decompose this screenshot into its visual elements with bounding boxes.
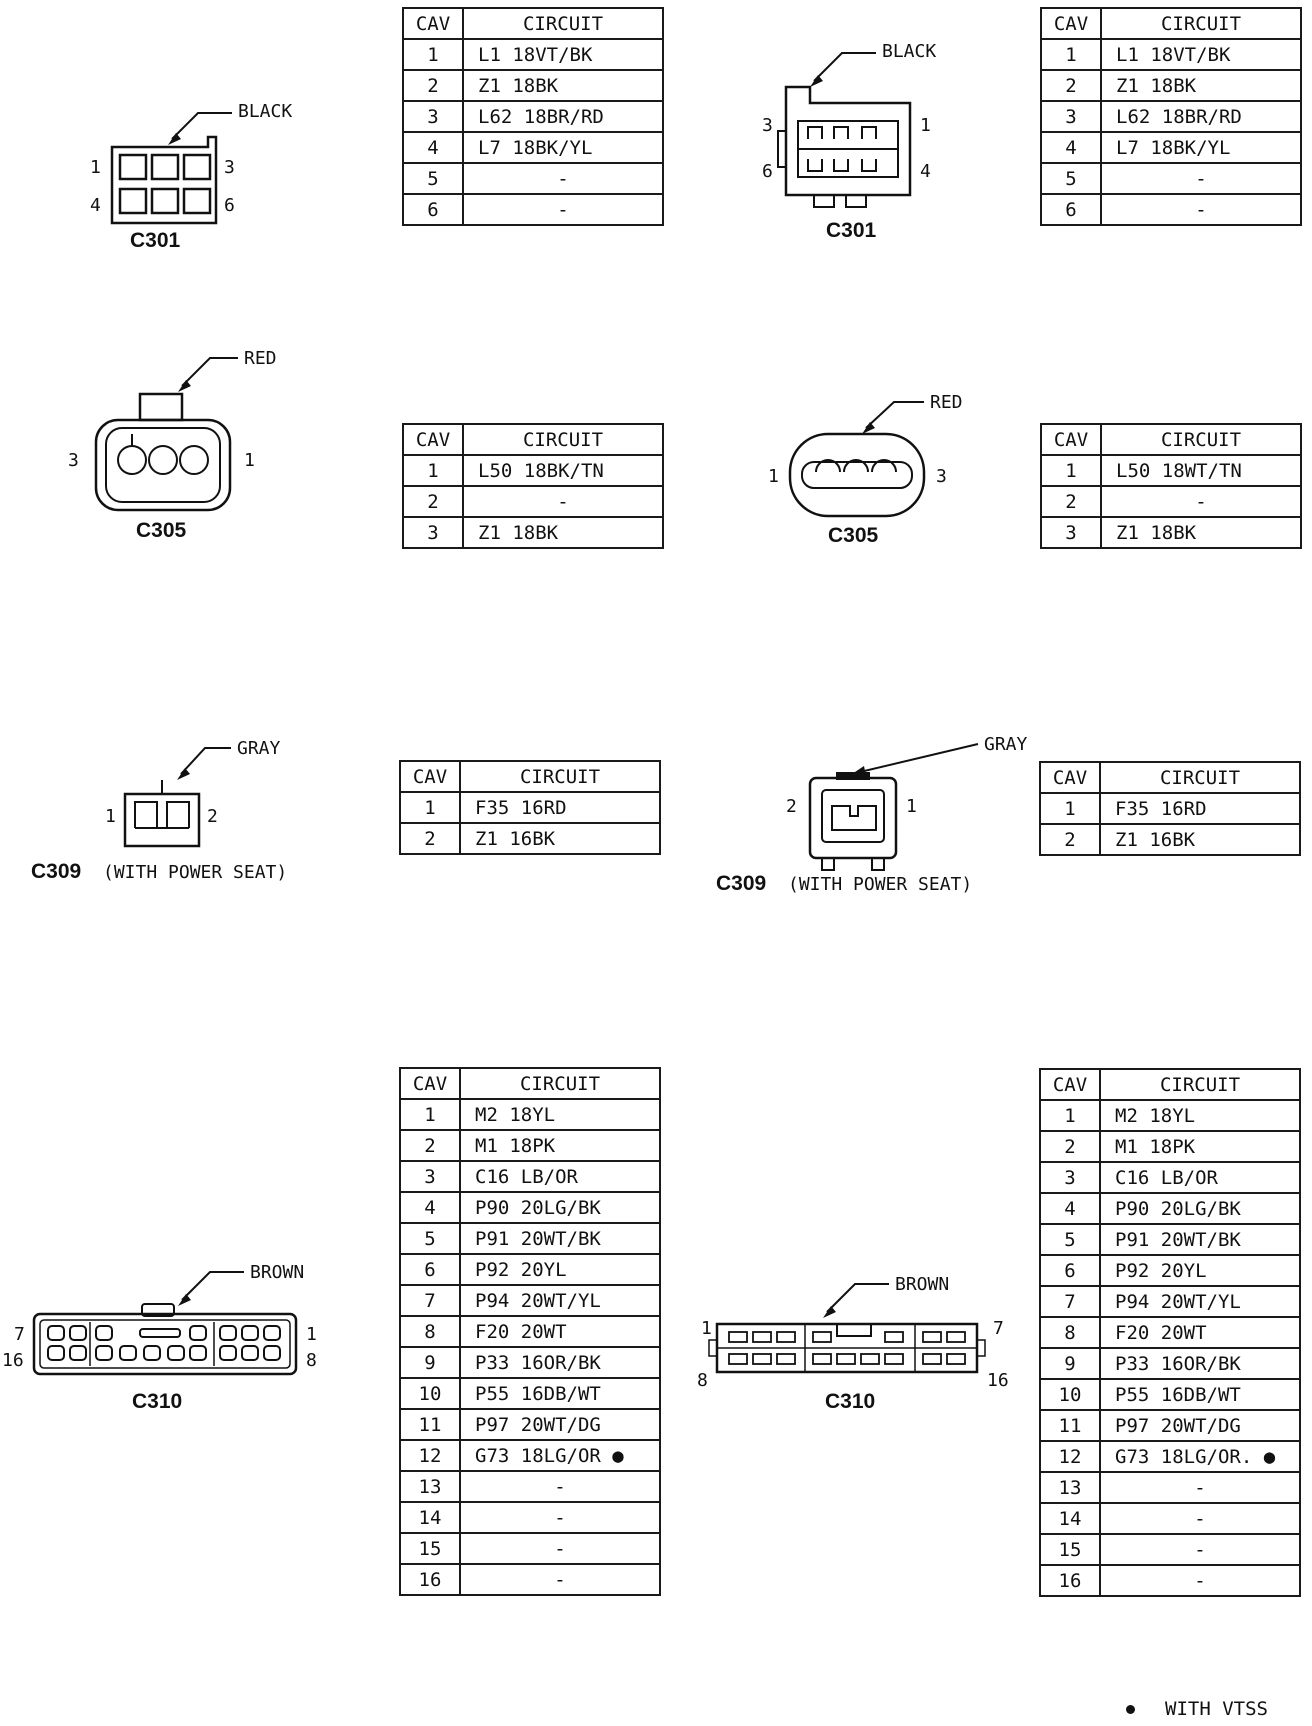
- color-label: BLACK: [882, 41, 937, 62]
- color-label: BROWN: [895, 1274, 950, 1295]
- table-row: 8 F20 20WT: [1040, 1317, 1300, 1348]
- table-row: 3 C16 LB/OR: [400, 1161, 660, 1192]
- table-row: 4 P90 20LG/BK: [1040, 1193, 1300, 1224]
- table-row: 7 P94 20WT/YL: [400, 1285, 660, 1316]
- table-row: 2 -: [403, 486, 663, 517]
- table-row: 2 Z1 18BK: [1041, 70, 1301, 101]
- table-header: CIRCUIT: [1101, 8, 1301, 39]
- leader-arrow: [172, 113, 232, 139]
- connector-c310-right: [695, 1262, 1025, 1422]
- cavity-table-c305-left: [402, 423, 664, 549]
- table-row: 13 -: [400, 1471, 660, 1502]
- pin-label: 16: [2, 1350, 24, 1371]
- table-header: CAV: [1041, 424, 1101, 455]
- pin-label: 4: [90, 195, 101, 216]
- cavity-table-c309-right: [1039, 761, 1301, 856]
- table-row: 8 F20 20WT: [400, 1316, 660, 1347]
- table-row: 11 P97 20WT/DG: [400, 1409, 660, 1440]
- table-row: 1 F35 16RD: [400, 792, 660, 823]
- table-row: 3 L62 18BR/RD: [403, 101, 663, 132]
- pin-label: 2: [786, 796, 797, 817]
- table-row: 1 M2 18YL: [400, 1099, 660, 1130]
- table-row: 1 L1 18VT/BK: [1041, 39, 1301, 70]
- connector-c301-right: [750, 35, 980, 250]
- table-row: 15 -: [400, 1533, 660, 1564]
- table-row: 2 M1 18PK: [400, 1130, 660, 1161]
- table-header: CAV: [400, 1068, 460, 1099]
- pin-label: 1: [244, 450, 255, 471]
- table-row: 10 P55 16DB/WT: [1040, 1379, 1300, 1410]
- connector-c305-right: [760, 382, 980, 552]
- pin-label: 2: [207, 806, 218, 827]
- table-row: 3 L62 18BR/RD: [1041, 101, 1301, 132]
- table-header: CIRCUIT: [1100, 762, 1300, 793]
- pin-label: 1: [701, 1318, 712, 1339]
- table-row: 5 -: [1041, 163, 1301, 194]
- pin-label: 6: [762, 161, 773, 182]
- cavity-table-c305-right: [1040, 423, 1302, 549]
- table-header: CAV: [400, 761, 460, 792]
- pin-label: 1: [90, 157, 101, 178]
- connector-c310-left: [0, 1250, 340, 1430]
- connector-c305-left: [60, 338, 300, 548]
- table-row: 10 P55 16DB/WT: [400, 1378, 660, 1409]
- connector-c309-left: [25, 728, 365, 888]
- table-row: 12 G73 18LG/OR ●: [400, 1440, 660, 1471]
- leader-arrow: [814, 53, 876, 81]
- pin-label: 7: [14, 1324, 25, 1345]
- table-row: 9 P33 16OR/BK: [400, 1347, 660, 1378]
- table-row: 5 P91 20WT/BK: [400, 1223, 660, 1254]
- pin-label: 8: [697, 1370, 708, 1391]
- pin-label: 3: [224, 157, 235, 178]
- connector-name: C310: [825, 1390, 876, 1413]
- connector-note: (WITH POWER SEAT): [788, 874, 973, 895]
- pin-label: 1: [768, 466, 779, 487]
- pin-label: 1: [920, 115, 931, 136]
- pin-label: 1: [906, 796, 917, 817]
- table-header: CAV: [403, 8, 463, 39]
- table-row: 1 F35 16RD: [1040, 793, 1300, 824]
- leader-arrow: [182, 358, 238, 386]
- table-row: 1 L50 18BK/TN: [403, 455, 663, 486]
- cavity-table-c309-left: [399, 760, 661, 855]
- pin-label: 3: [68, 450, 79, 471]
- table-header: CIRCUIT: [1100, 1069, 1300, 1100]
- pin-label: 8: [306, 1350, 317, 1371]
- pin-label: 3: [762, 115, 773, 136]
- table-row: 9 P33 16OR/BK: [1040, 1348, 1300, 1379]
- table-row: 12 G73 18LG/OR. ●: [1040, 1441, 1300, 1472]
- legend-text: WITH VTSS: [1165, 1698, 1268, 1720]
- table-row: 4 L7 18BK/YL: [1041, 132, 1301, 163]
- connector-c309-right: [710, 730, 1030, 900]
- pin-label: 4: [920, 161, 931, 182]
- color-label: RED: [930, 392, 963, 413]
- leader-arrow: [182, 1272, 244, 1300]
- table-row: 4 L7 18BK/YL: [403, 132, 663, 163]
- table-row: 6 P92 20YL: [1040, 1255, 1300, 1286]
- table-row: 3 Z1 18BK: [403, 517, 663, 548]
- cavity-table-c301-left: [402, 7, 664, 226]
- table-row: 7 P94 20WT/YL: [1040, 1286, 1300, 1317]
- table-row: 1 L1 18VT/BK: [403, 39, 663, 70]
- table-header: CIRCUIT: [463, 8, 663, 39]
- table-row: 2 -: [1041, 486, 1301, 517]
- connector-c301-housing: [786, 87, 910, 195]
- color-label: BROWN: [250, 1262, 305, 1283]
- color-label: BLACK: [238, 101, 293, 122]
- table-row: 15 -: [1040, 1534, 1300, 1565]
- connector-c310-housing: [34, 1314, 296, 1374]
- table-row: 11 P97 20WT/DG: [1040, 1410, 1300, 1441]
- leader-arrow: [827, 1284, 889, 1312]
- table-row: 3 C16 LB/OR: [1040, 1162, 1300, 1193]
- connector-c305-housing: [96, 420, 230, 510]
- leader-arrow: [866, 402, 924, 428]
- table-row: 2 M1 18PK: [1040, 1131, 1300, 1162]
- table-row: 6 -: [1041, 194, 1301, 225]
- table-row: 4 P90 20LG/BK: [400, 1192, 660, 1223]
- connector-c301-left: [80, 95, 310, 265]
- bullet-icon: [1126, 1705, 1135, 1714]
- color-label: RED: [244, 348, 277, 369]
- table-header: CIRCUIT: [460, 1068, 660, 1099]
- pin-label: 16: [987, 1370, 1009, 1391]
- table-row: 6 -: [403, 194, 663, 225]
- cavity-table-c301-right: [1040, 7, 1302, 226]
- leader-arrow: [860, 744, 978, 772]
- table-row: 13 -: [1040, 1472, 1300, 1503]
- color-label: GRAY: [984, 734, 1028, 755]
- table-header: CIRCUIT: [463, 424, 663, 455]
- table-row: 3 Z1 18BK: [1041, 517, 1301, 548]
- connector-c305-housing: [790, 434, 924, 516]
- table-row: 16 -: [1040, 1565, 1300, 1596]
- table-row: 5 P91 20WT/BK: [1040, 1224, 1300, 1255]
- connector-name: C309: [716, 872, 767, 895]
- table-row: 2 Z1 16BK: [400, 823, 660, 854]
- pin-label: 3: [936, 466, 947, 487]
- table-row: 1 L50 18WT/TN: [1041, 455, 1301, 486]
- pin-label: 1: [105, 806, 116, 827]
- cavity-table-c310-left: [399, 1067, 661, 1596]
- pin-label: 7: [993, 1318, 1004, 1339]
- pin-label: 6: [224, 195, 235, 216]
- connector-name: C309: [31, 860, 82, 883]
- table-header: CAV: [1040, 762, 1100, 793]
- table-header: CAV: [1041, 8, 1101, 39]
- connector-name: C305: [828, 524, 879, 547]
- table-header: CAV: [403, 424, 463, 455]
- table-header: CAV: [1040, 1069, 1100, 1100]
- table-row: 16 -: [400, 1564, 660, 1595]
- table-row: 6 P92 20YL: [400, 1254, 660, 1285]
- table-row: 2 Z1 16BK: [1040, 824, 1300, 855]
- connector-name: C301: [130, 229, 181, 252]
- leader-arrow: [181, 748, 231, 774]
- connector-name: C301: [826, 219, 877, 242]
- color-label: GRAY: [237, 738, 281, 759]
- cavity-table-c310-right: [1039, 1068, 1301, 1597]
- connector-note: (WITH POWER SEAT): [103, 862, 288, 883]
- connector-name: C305: [136, 519, 187, 542]
- table-row: 5 -: [403, 163, 663, 194]
- table-row: 14 -: [1040, 1503, 1300, 1534]
- table-row: 14 -: [400, 1502, 660, 1533]
- table-row: 1 M2 18YL: [1040, 1100, 1300, 1131]
- table-header: CIRCUIT: [1101, 424, 1301, 455]
- table-header: CIRCUIT: [460, 761, 660, 792]
- table-row: 2 Z1 18BK: [403, 70, 663, 101]
- legend: [1126, 1698, 1268, 1720]
- pin-label: 1: [306, 1324, 317, 1345]
- connector-name: C310: [132, 1390, 183, 1413]
